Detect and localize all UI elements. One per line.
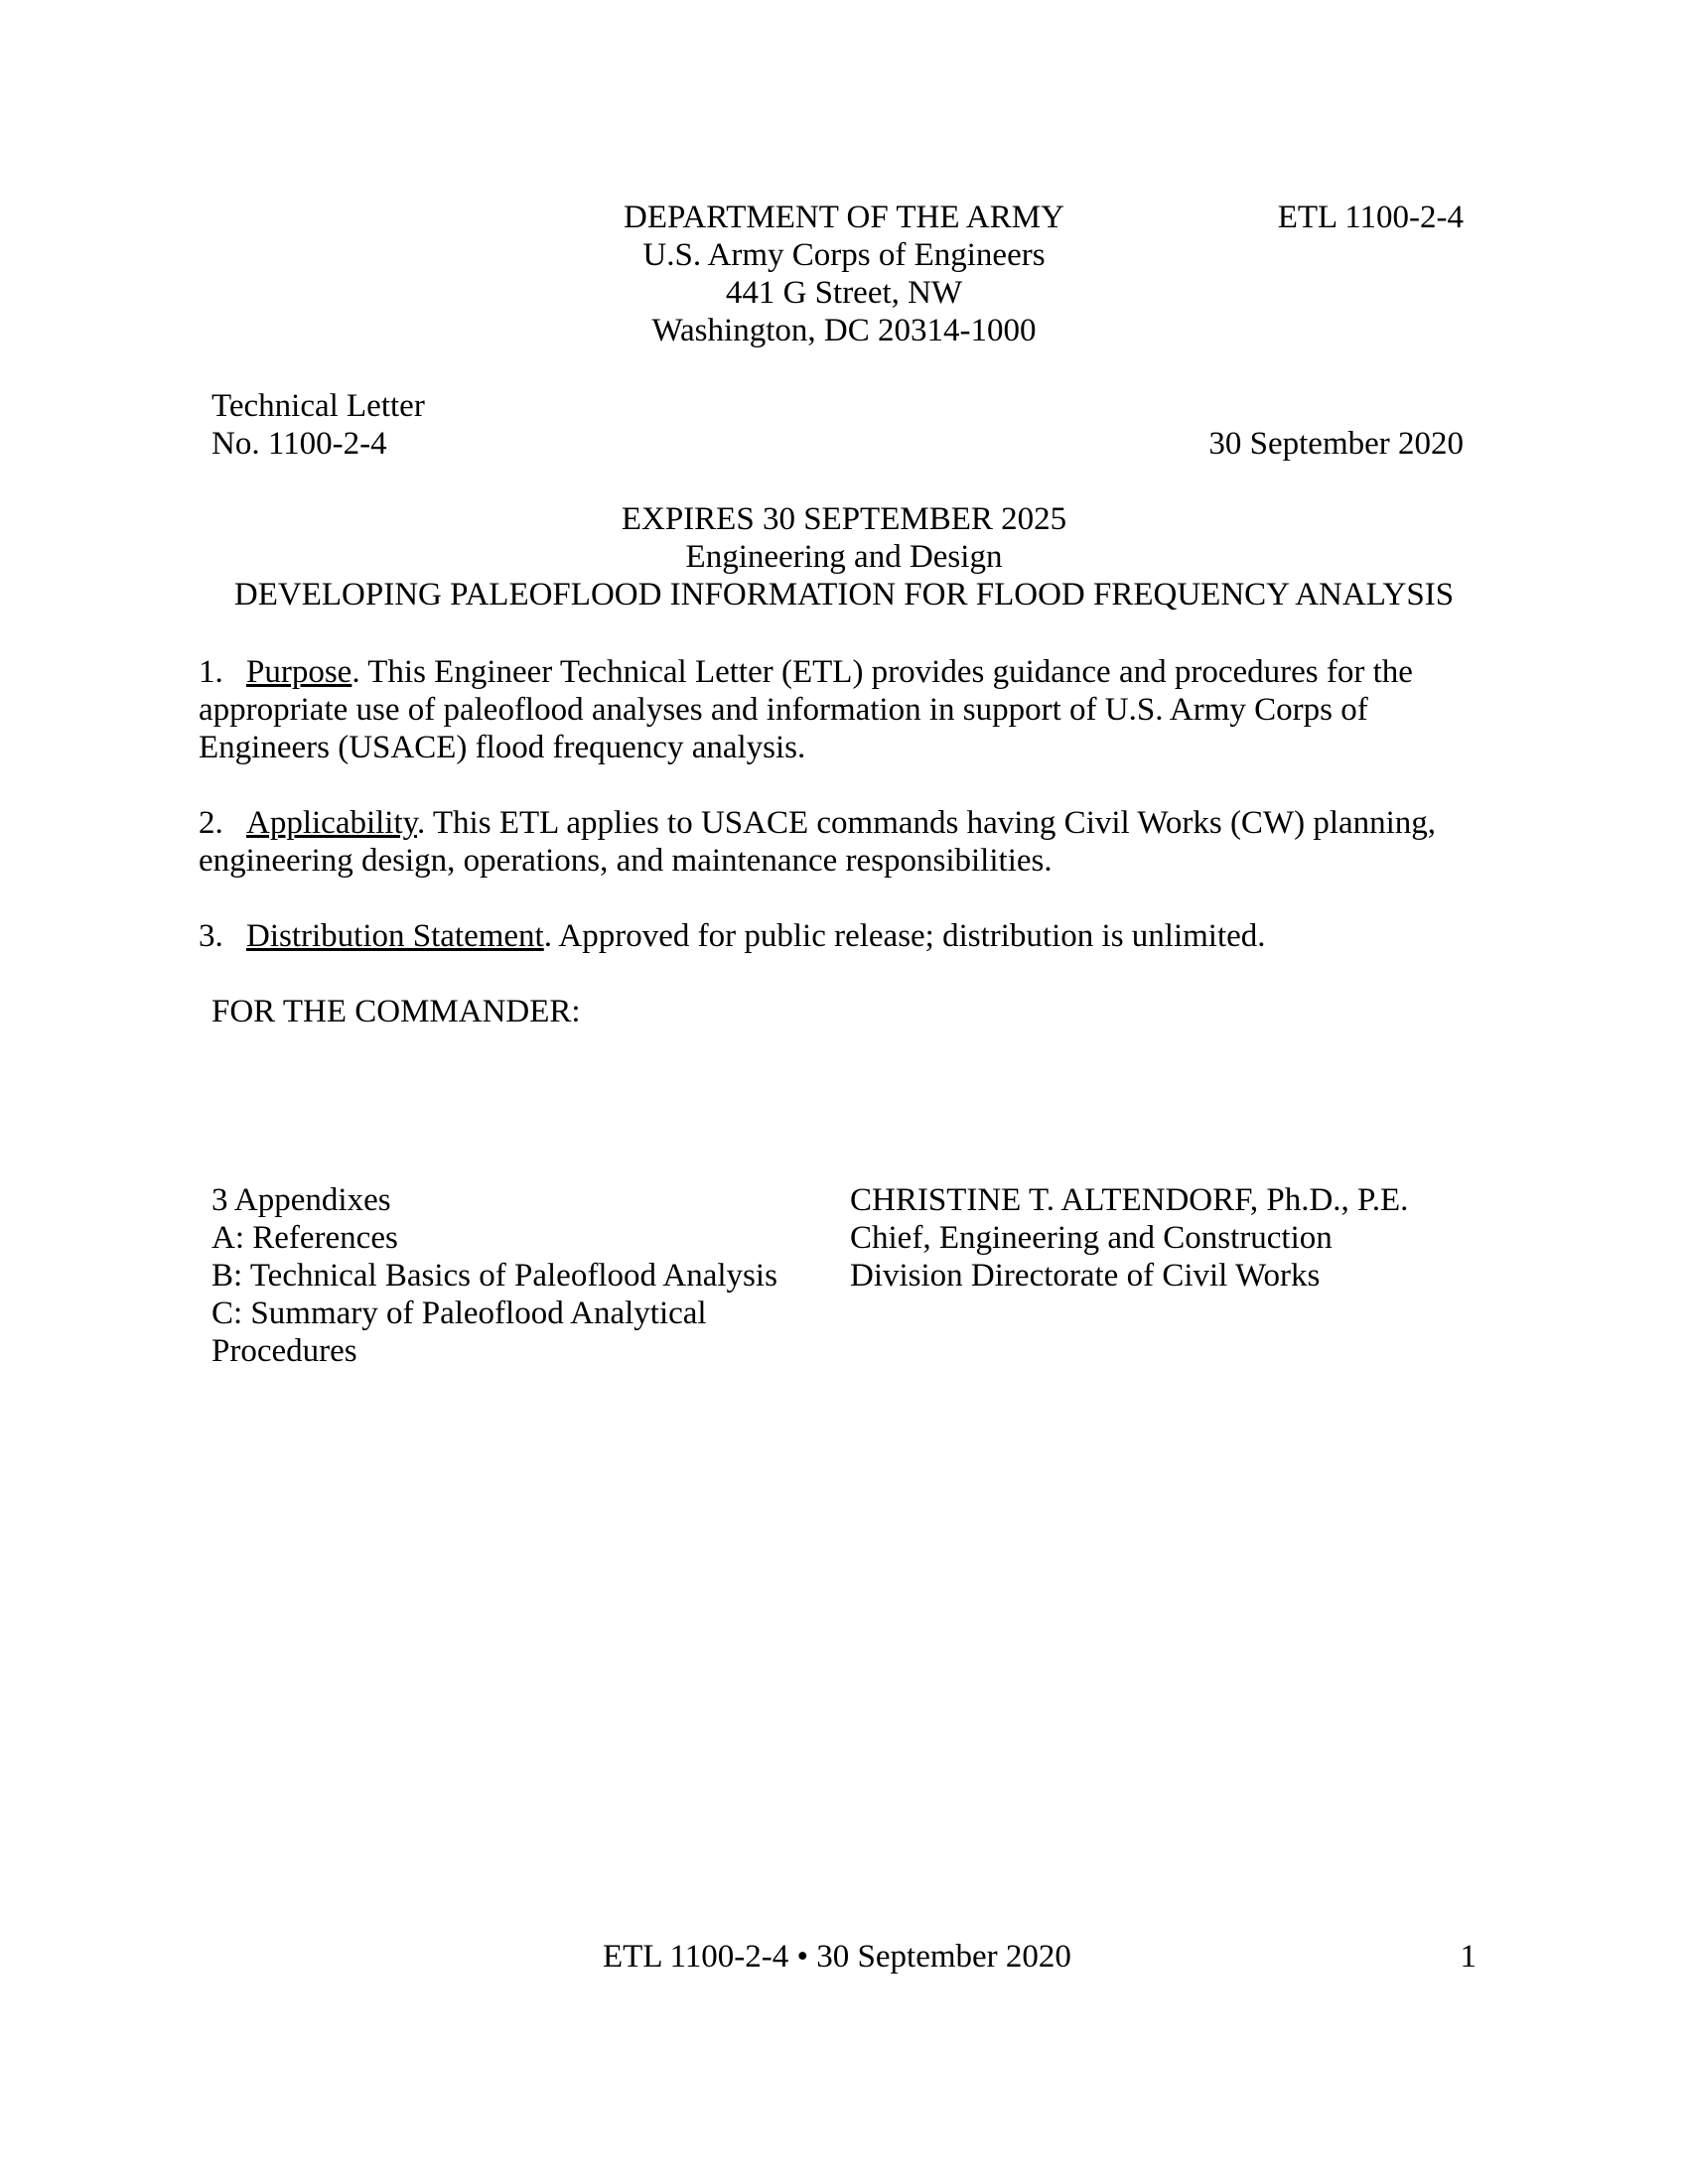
footer-text: ETL 1100-2-4 • 30 September 2020 — [603, 1939, 1071, 1975]
letter-type: Technical Letter — [211, 388, 425, 424]
closing-line: FOR THE COMMANDER: — [211, 994, 581, 1029]
appendix-item: A: References — [211, 1220, 398, 1256]
city-address: Washington, DC 20314-1000 — [651, 313, 1037, 348]
letterhead — [546, 199, 1142, 349]
signer-title: Chief, Engineering and Construction — [850, 1220, 1333, 1256]
subject-line: DEVELOPING PALEOFLOOD INFORMATION FOR FLOOD FREQUENCY ANALYSIS — [233, 577, 1455, 613]
appendix-item: C: Summary of Paleoflood Analytical — [211, 1296, 707, 1331]
etl-number: ETL 1100-2-4 — [1277, 200, 1464, 235]
document-title — [199, 500, 1489, 614]
paragraph-text: . This Engineer Technical Letter (ETL) provides guidance and procedures for the appropriate use of paleoflood analyses and information in support of U.S. Army Corps of Engineers (USACE) flood frequency analysis. — [199, 654, 1413, 765]
paragraph-text: . This ETL applies to USACE commands having Civil Works (CW) planning, engineering design, operations, and maintenance responsibilities. — [199, 805, 1437, 879]
street-address: 441 G Street, NW — [725, 275, 963, 311]
appendix-count: 3 Appendixes — [211, 1182, 391, 1218]
appendix-list — [211, 1181, 777, 1370]
paragraph-text: . Approved for public release; distribution is unlimited. — [543, 918, 1266, 954]
expiration-line: EXPIRES 30 SEPTEMBER 2025 — [621, 501, 1067, 537]
paragraph-heading: Applicability — [246, 805, 417, 841]
paragraph-purpose — [199, 653, 1479, 766]
corps-name: U.S. Army Corps of Engineers — [642, 237, 1046, 273]
signature-block — [850, 1181, 1408, 1295]
paragraph-number: 2. — [199, 805, 223, 841]
signer-name: CHRISTINE T. ALTENDORF, Ph.D., P.E. — [850, 1182, 1409, 1218]
signer-title: Division Directorate of Civil Works — [850, 1258, 1321, 1294]
letter-number: No. 1100-2-4 — [211, 426, 387, 462]
paragraph-distribution — [199, 917, 1479, 955]
paragraph-applicability — [199, 804, 1479, 880]
appendix-item: B: Technical Basics of Paleoflood Analysis — [211, 1258, 777, 1294]
paragraph-heading: Distribution Statement — [246, 918, 544, 954]
page-number: 1 — [1460, 1939, 1477, 1975]
letter-date: 30 September 2020 — [1208, 426, 1464, 462]
appendix-item: Procedures — [211, 1333, 357, 1369]
category-line: Engineering and Design — [685, 539, 1003, 575]
paragraph-number: 3. — [199, 918, 223, 954]
paragraph-heading: Purpose — [246, 654, 352, 690]
department-name: DEPARTMENT OF THE ARMY — [624, 200, 1064, 235]
paragraph-number: 1. — [199, 654, 223, 690]
